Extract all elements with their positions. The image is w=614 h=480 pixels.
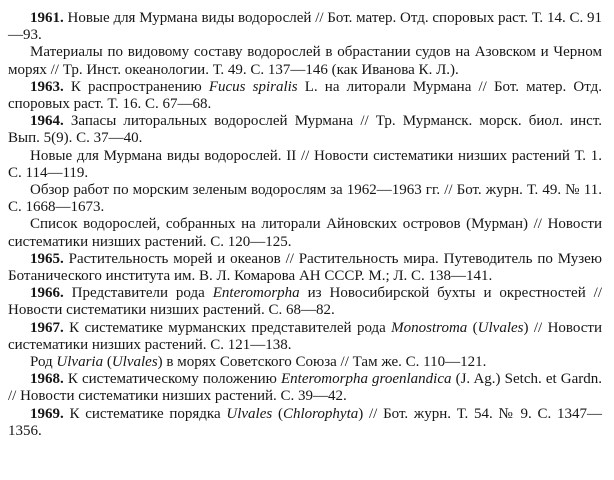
bibliography-entry [8, 354, 602, 371]
entry-text: Род [30, 354, 57, 371]
bibliography-entry [8, 285, 602, 319]
entry-text: К распространению [63, 78, 209, 95]
entry-italic-text: Fucus spiralis [208, 78, 298, 95]
entry-text: Растительность морей и океанов // Растительность мира. Путеводитель по Музею Ботанического института им. В. Л. Комарова АН СССР. М.; Л. С. 138—141. [8, 250, 602, 285]
entry-text: Новые для Мурмана виды водорослей. II // Новости систематики низших растений Т. 1. С. 114—119. [8, 147, 602, 181]
entry-year: 1968. [30, 371, 64, 388]
bibliography-entry [8, 79, 602, 113]
entry-text: ( [467, 319, 478, 336]
entry-text: ) // Бот. журн. Т. 54. № 9. С. 1347—1356. [8, 405, 602, 439]
entry-italic-text: Ulvaria [56, 354, 104, 371]
entry-text: К систематике мурманских представителей рода [63, 319, 392, 336]
entry-italic-text: Ulvales [111, 354, 158, 371]
entry-text: Список водорослей, собранных на литорали Айновских островов (Мурман) // Новости систематики низших растений. С. 120—125. [8, 216, 602, 250]
entry-text: Представители рода [63, 285, 213, 302]
entry-italic-text: Enteromorpha groenlandica [281, 371, 452, 388]
entry-italic-text: Monostroma [391, 319, 468, 336]
bibliography-entry [8, 10, 602, 44]
bibliography-entry [8, 251, 602, 285]
bibliography-list [8, 10, 602, 440]
entry-year: 1967. [30, 319, 64, 336]
bibliography-entry [8, 182, 602, 216]
bibliography-entry [8, 44, 602, 78]
entry-year: 1969. [30, 405, 64, 422]
bibliography-entry [8, 320, 602, 354]
entry-text: ( [272, 405, 283, 422]
bibliography-entry [8, 148, 602, 182]
entry-text: ) в морях Советского Союза // Там же. С. 110—121. [157, 354, 487, 371]
entry-italic-text: Ulvales [477, 319, 524, 336]
entry-text: ) // Новости систематики низших растений. С. 121—138. [8, 319, 602, 353]
entry-text: L. на литорали Мурмана // Бот. матер. Отд. споровых раст. Т. 16. С. 67—68. [8, 78, 602, 113]
entry-year: 1961. [30, 10, 64, 26]
bibliography-entry [8, 371, 602, 405]
entry-italic-text: Chlorophyta [282, 405, 359, 422]
entry-text: Материалы по видовому составу водорослей в обрастании судов на Азовском и Черном морях // Тр. Инст. океанологии. Т. 49. С. 137—146 (как Иванова К. Л.). [8, 44, 602, 78]
entry-text: Новые для Мурмана виды водорослей // Бот. матер. Отд. споровых раст. Т. 14. С. 91—93. [8, 10, 602, 44]
entry-year: 1965. [30, 250, 64, 267]
entry-year: 1963. [30, 78, 64, 95]
entry-text: Запасы литоральных водорослей Мурмана // Тр. Мурманск. морск. биол. инст. Вып. 5(9). С. 37—40. [8, 113, 602, 147]
bibliography-entry [8, 216, 602, 250]
entry-text: К систематике порядка [63, 405, 227, 422]
bibliography-entry [8, 406, 602, 440]
entry-year: 1966. [30, 285, 64, 302]
entry-text: (J. Ag.) Setch. et Gardn. // Новости систематики низших растений. С. 39—42. [8, 371, 603, 405]
entry-text: из Новосибирской бухты и окрестностей // Новости систематики низших растений. С. 68—82. [8, 285, 602, 319]
entry-text: К систематическому положению [63, 371, 281, 388]
entry-italic-text: Ulvales [226, 405, 273, 422]
entry-text: Обзор работ по морским зеленым водорослям за 1962—1963 гг. // Бот. журн. Т. 49. № 11. С. 1668—1673. [8, 182, 602, 216]
entry-year: 1964. [30, 113, 64, 130]
entry-italic-text: Enteromorpha [212, 285, 300, 302]
bibliography-entry [8, 113, 602, 147]
entry-text: ( [103, 354, 112, 371]
